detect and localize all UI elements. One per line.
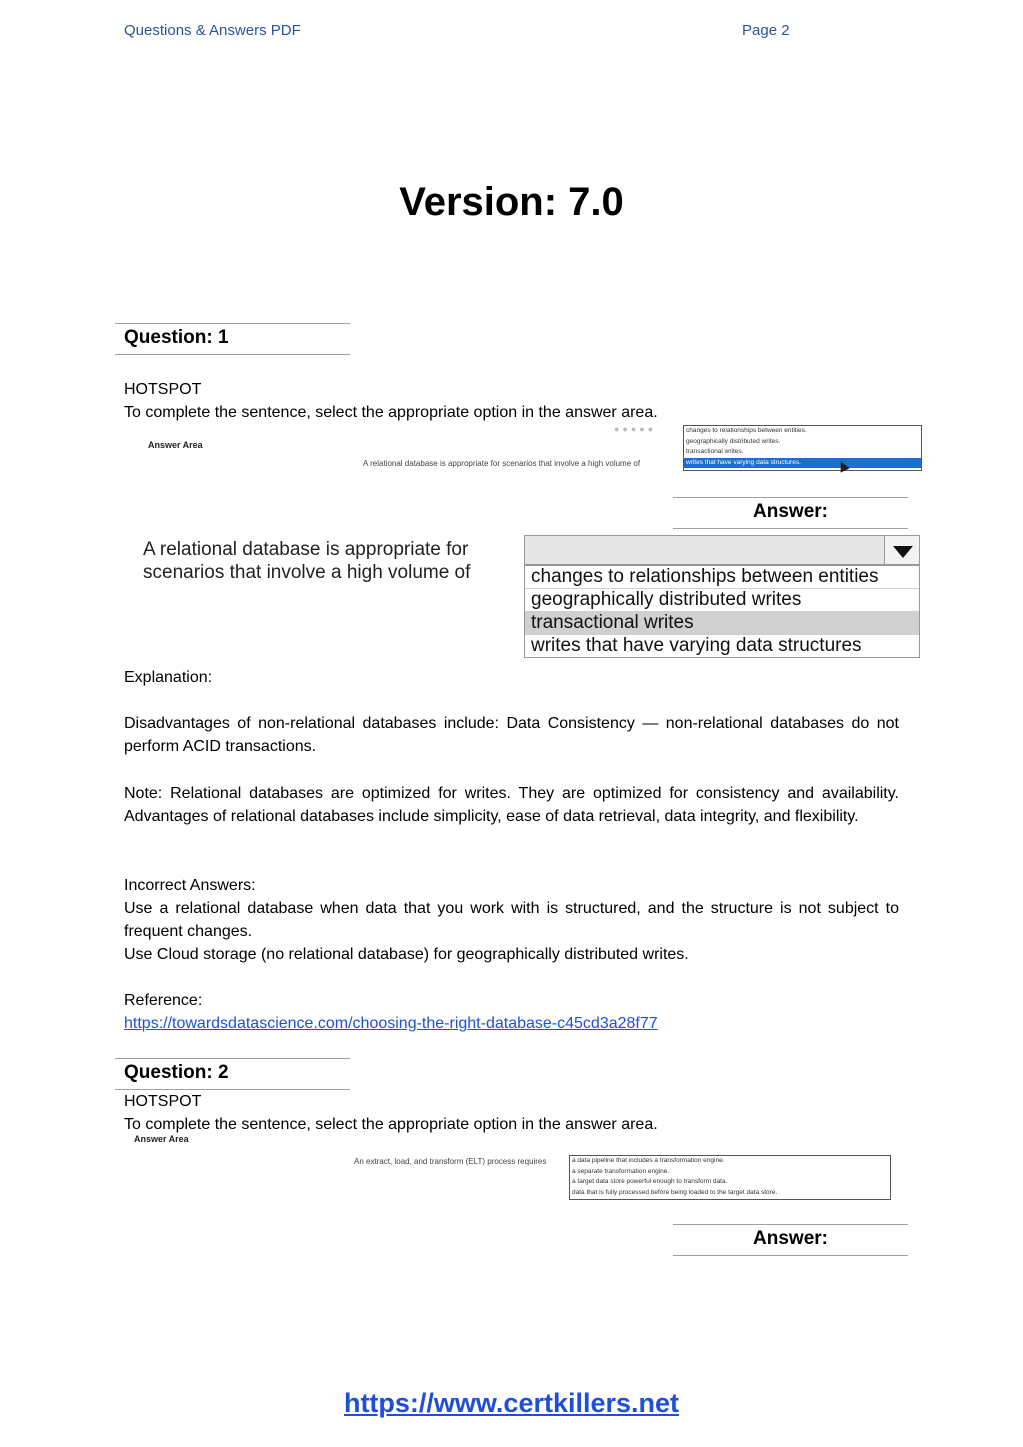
q2-small-option[interactable]: data that is fully processed before being loaded to the target data store. [572, 1188, 778, 1196]
chevron-down-icon[interactable] [884, 536, 919, 564]
explanation-label: Explanation: [124, 669, 213, 686]
q1-small-option-list[interactable] [683, 425, 922, 471]
q1-small-option[interactable]: transactional writes. [686, 448, 744, 455]
q1-small-option-selected[interactable]: writes that have varying data structures. [684, 458, 921, 469]
q1-answer-sentence: A relational database is appropriate for scenarios that involve a high volume of [143, 539, 471, 583]
q1-answer-option[interactable]: changes to relationships between entities [525, 566, 919, 589]
q1-type: HOTSPOT [124, 381, 202, 398]
reference-link[interactable]: https://towardsdatascience.com/choosing-the-right-database-c45cd3a28f77 [124, 1015, 658, 1032]
q2-small-option[interactable]: a data pipeline that includes a transformation engine. [572, 1157, 725, 1164]
q1-answer-option[interactable]: geographically distributed writes [525, 589, 919, 612]
reference-label: Reference: [124, 992, 203, 1009]
q2-small-option[interactable]: a target data store powerful enough to transform data. [572, 1178, 728, 1185]
q1-answer-heading [673, 497, 908, 529]
explanation-paragraph-1: Disadvantages of non-relational databases include: Data Consistency — non-relational databases do not perform ACID transactions. [124, 715, 899, 755]
question-1-heading [115, 323, 350, 355]
q2-small-option[interactable]: a separate transformation engine. [572, 1167, 670, 1175]
footer [0, 1388, 1023, 1419]
question-2-title: Question: 2 [124, 1062, 229, 1083]
incorrect-answer-1: Use a relational database when data that you work with is structured, and the structure is not subject to frequent changes. [124, 900, 899, 940]
q1-answer-label: Answer: [753, 501, 828, 522]
q2-small-sentence: An extract, load, and transform (ELT) process requires [354, 1157, 547, 1166]
question-1-title: Question: 1 [124, 327, 229, 348]
version-title: Version: 7.0 [399, 180, 624, 224]
page-number: Page 2 [742, 22, 790, 39]
q2-answer-area-label: Answer Area [134, 1134, 189, 1144]
q2-type: HOTSPOT [124, 1093, 202, 1110]
q1-instruction: To complete the sentence, select the appropriate option in the answer area. [124, 404, 658, 421]
q1-small-option[interactable]: geographically distributed writes. [686, 437, 781, 445]
question-2-heading [115, 1058, 350, 1090]
explanation-paragraph-2: Note: Relational databases are optimized for writes. They are optimized for consistency and availability. Advantages of relational databases include simplicity, ease of data retrieval, data integrity, and flexibility. [124, 785, 899, 825]
footer-link[interactable]: https://www.certkillers.net [343, 1388, 680, 1418]
q1-answer-option-list[interactable] [524, 565, 920, 658]
header-left: Questions & Answers PDF [124, 22, 301, 39]
q1-answer-option[interactable]: writes that have varying data structures [531, 635, 862, 656]
q2-instruction: To complete the sentence, select the appropriate option in the answer area. [124, 1116, 658, 1133]
incorrect-answer-2: Use Cloud storage (no relational database) for geographically distributed writes. [124, 946, 689, 963]
q2-answer-heading [673, 1224, 908, 1256]
q1-answer-option-highlighted[interactable]: transactional writes [525, 612, 919, 635]
q1-answer-area-label: Answer Area [148, 440, 203, 450]
q1-answer-dropdown[interactable] [524, 535, 920, 565]
q1-small-option[interactable]: changes to relationships between entities. [686, 427, 807, 434]
incorrect-answers-label: Incorrect Answers: [124, 877, 256, 894]
q2-answer-label: Answer: [753, 1228, 828, 1249]
dots-decoration: ●●●●● [614, 424, 657, 434]
q1-small-sentence: A relational database is appropriate for scenarios that involve a high volume of [363, 459, 641, 468]
q2-small-option-list[interactable] [569, 1155, 891, 1200]
